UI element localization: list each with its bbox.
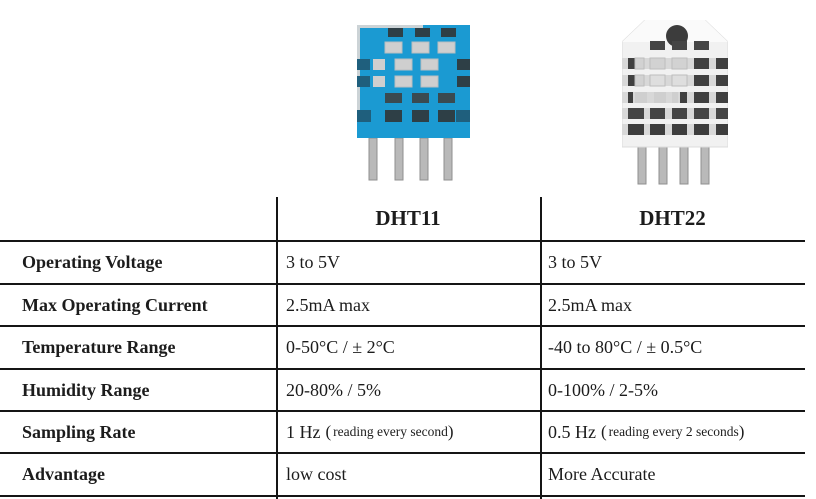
row-sampling-rate-dht11 bbox=[276, 410, 540, 452]
row-max-current-dht11: 2.5mA max bbox=[276, 283, 540, 325]
sampling-rate-dht22-value: 0.5 Hz bbox=[548, 421, 596, 442]
dht11-pins bbox=[369, 138, 452, 180]
row-operating-voltage-dht22: 3 to 5V bbox=[540, 240, 805, 283]
row-operating-voltage-dht11: 3 to 5V bbox=[276, 240, 540, 283]
row-temperature-range-dht22: -40 to 80°C / ± 0.5°C bbox=[540, 325, 805, 368]
close-paren: ) bbox=[447, 422, 454, 441]
sampling-rate-dht22-note: reading every 2 seconds bbox=[608, 424, 739, 439]
open-paren: ( bbox=[325, 422, 332, 441]
row-humidity-range-dht11: 20-80% / 5% bbox=[276, 368, 540, 410]
row-max-current-label: Max Operating Current bbox=[0, 283, 276, 325]
row-max-current-dht22: 2.5mA max bbox=[540, 283, 805, 325]
column-separator-1 bbox=[276, 197, 278, 499]
row-humidity-range-dht22: 0-100% / 2-5% bbox=[540, 368, 805, 410]
sampling-rate-dht11-value: 1 Hz bbox=[286, 421, 321, 442]
close-paren: ) bbox=[738, 422, 745, 441]
row-temperature-range-dht11: 0-50°C / ± 2°C bbox=[276, 325, 540, 368]
row-operating-voltage-label: Operating Voltage bbox=[0, 240, 276, 283]
header-dht22: DHT22 bbox=[639, 206, 706, 230]
header-empty-cell bbox=[0, 197, 276, 240]
column-separator-2 bbox=[540, 197, 542, 499]
row-temperature-range-label: Temperature Range bbox=[0, 325, 276, 368]
dht22-pins bbox=[638, 147, 709, 184]
header-dht11: DHT11 bbox=[375, 206, 441, 230]
open-paren: ( bbox=[601, 422, 607, 441]
row-humidity-range-label: Humidity Range bbox=[0, 368, 276, 410]
row-sampling-rate-dht22 bbox=[540, 410, 805, 452]
table-bottom-rule bbox=[0, 495, 805, 499]
row-advantage-label: Advantage bbox=[0, 452, 276, 495]
dht11-sensor-image bbox=[357, 25, 470, 183]
row-sampling-rate-label: Sampling Rate bbox=[0, 410, 276, 452]
row-advantage-dht11: low cost bbox=[276, 452, 540, 495]
sampling-rate-dht11-note: reading every second bbox=[333, 424, 448, 439]
dht22-sensor-image bbox=[622, 20, 728, 185]
comparison-table bbox=[0, 197, 805, 499]
row-advantage-dht22: More Accurate bbox=[540, 452, 805, 495]
